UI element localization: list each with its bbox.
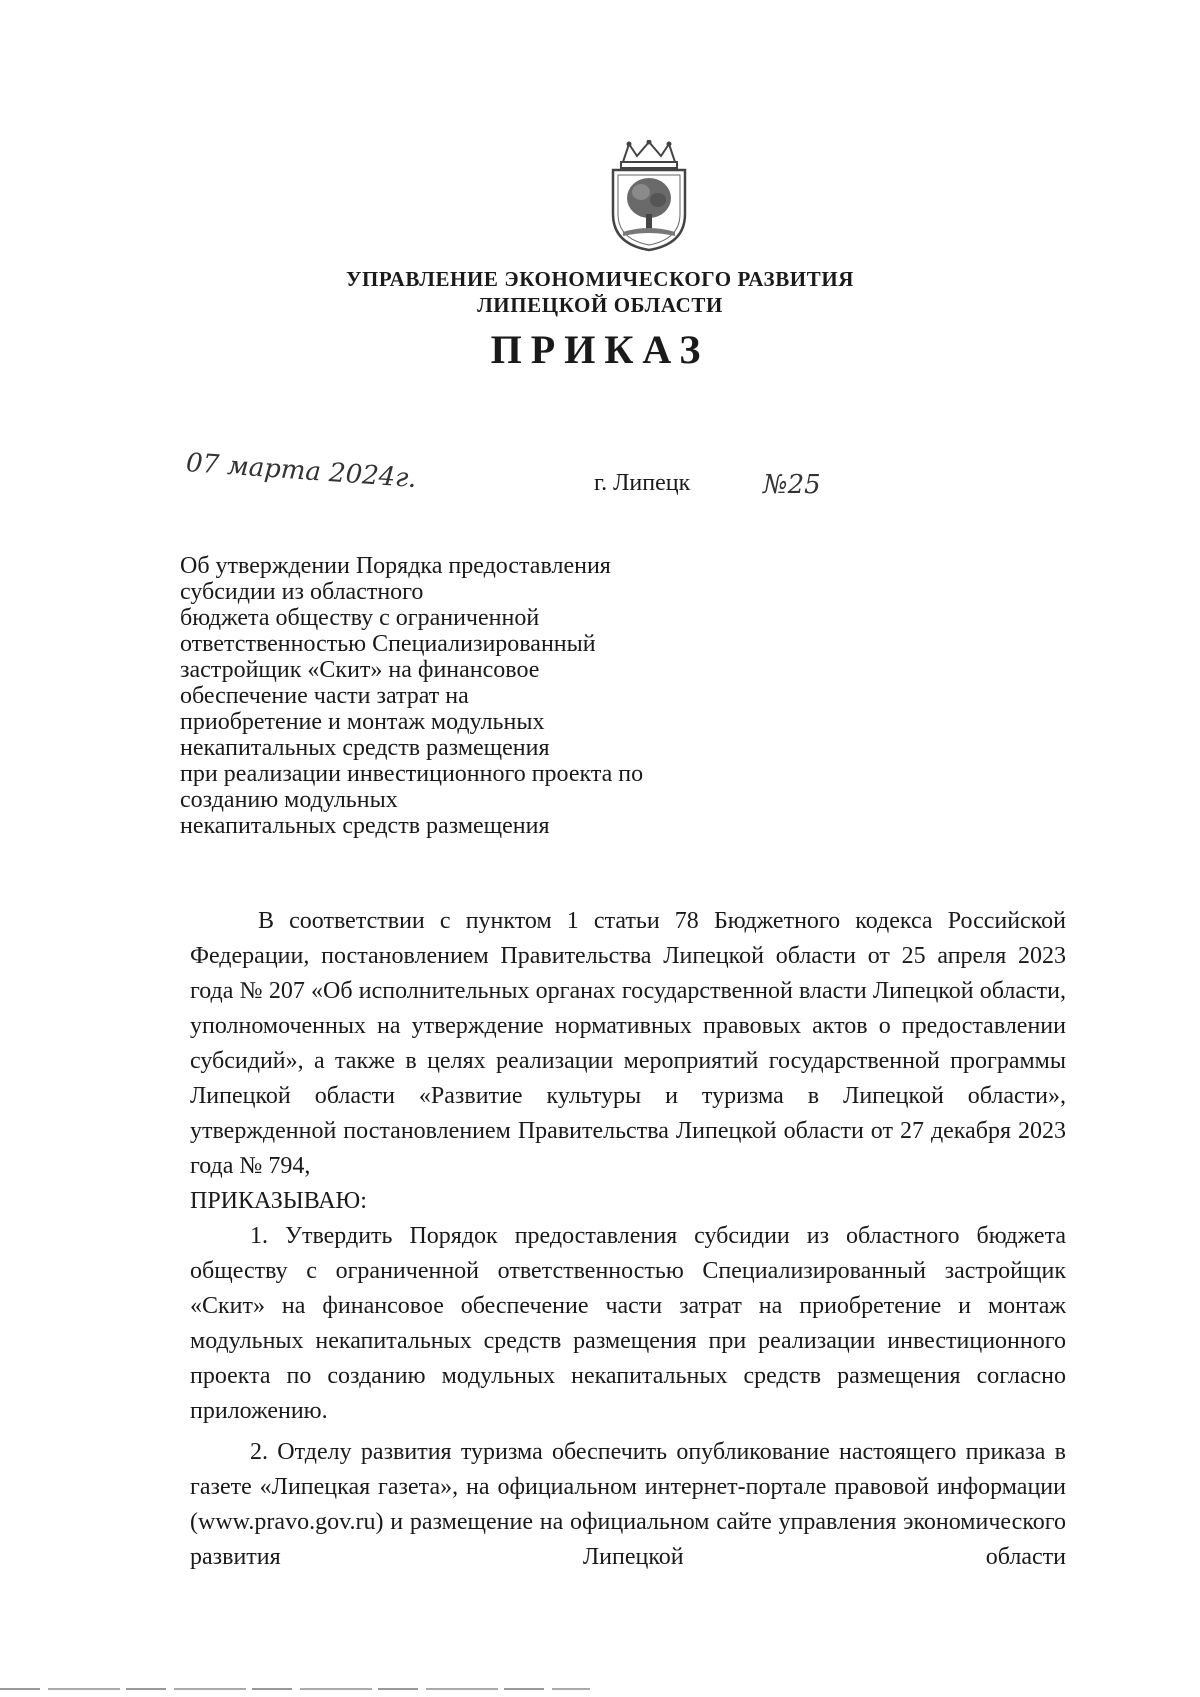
subject-line: некапитальных средств размещения [180,813,550,839]
subject-line: застройщик «Скит» на финансовое [180,657,540,683]
handwritten-date: 07 марта 2024г. [184,448,418,495]
subject-line: бюджета обществу с ограниченной [180,605,540,631]
organization-name-line-1: УПРАВЛЕНИЕ ЭКОНОМИЧЕСКОГО РАЗВИТИЯ [345,267,855,291]
subject-line: при реализации инвестиционного проекта по [180,761,644,787]
order-directive-word: ПРИКАЗЫВАЮ: [190,1188,367,1214]
subject-line: субсидии из областного [180,579,424,605]
subject-line: Об утверждении Порядка предоставления [180,553,611,579]
subject-line: обеспечение части затрат на [180,683,469,709]
subject-line: ответственностью Специализированный [180,631,596,657]
preamble-paragraph: В соответствии с пунктом 1 статьи 78 Бюджетного кодекса Российской Федерации, постановлением Правительства Липецкой области от 25 апреля 2023 года № 207 «Об исполнительных органах государственной власти Липецкой области, уполномоченных на утверждение нормативных правовых актов о предоставлении субсидий», а также в целях реализации мероприятий государственной программы Липецкой области «Развитие культуры и туризма в Липецкой области», утвержденной постановлением Правительства Липецкой области от 27 декабря 2023 года № 794, [190,908,1066,1179]
handwritten-order-number: №25 [763,470,821,500]
subject-line: приобретение и монтаж модульных [180,709,545,735]
order-item-2: 2. Отделу развития туризма обеспечить опубликование настоящего приказа в газете «Липецкая газета», на официальном интернет-портале правовой информации (www.pravo.gov.ru) и размещение на официальном сайте управления экономического развития Липецкой области [190,1439,1066,1570]
subject-line: созданию модульных [180,787,398,813]
order-subject [180,553,700,839]
order-body [190,904,1066,1575]
document-type-title: ПРИКАЗ [490,327,710,372]
order-item-1: 1. Утвердить Порядок предоставления субсидии из областного бюджета обществу с ограниченной ответственностью Специализированный застройщик «Скит» на финансовое обеспечение части затрат на приобретение и монтаж модульных некапитальных средств размещения при реализации инвестиционного проекта по созданию модульных некапитальных средств размещения согласно приложению. [190,1223,1066,1424]
city-label: г. Липецк [594,470,691,496]
scan-edge-artifact [0,1688,590,1690]
organization-name-line-2: ЛИПЕЦКОЙ ОБЛАСТИ [477,293,723,317]
coat-of-arms-emblem [603,140,695,252]
subject-line: некапитальных средств размещения [180,735,550,761]
